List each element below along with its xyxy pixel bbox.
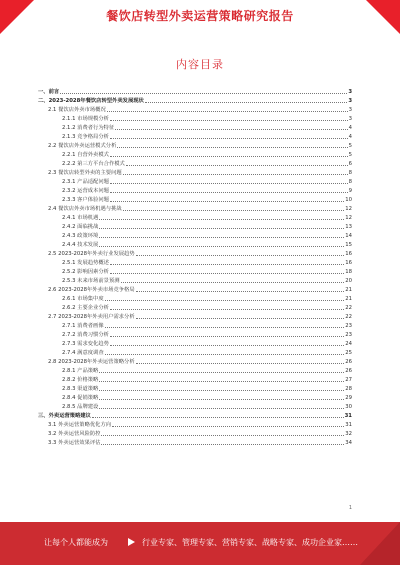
toc-leader-dots <box>99 228 344 229</box>
toc-entry[interactable] <box>38 374 352 383</box>
toc-entry-title: 2.4 餐饮店外卖市场机遇与挑战 <box>48 206 122 212</box>
report-title: 餐饮店转型外卖运营策略研究报告 <box>106 9 294 23</box>
toc-entry-page: 34 <box>345 440 352 446</box>
toc-leader-dots <box>99 408 344 409</box>
arrow-right-icon <box>128 538 135 546</box>
toc-leader-dots <box>101 444 344 445</box>
toc-entry[interactable] <box>38 428 352 437</box>
toc-entry[interactable] <box>38 149 352 158</box>
toc-entry-title: 3.1 外卖运营策略优化方向 <box>48 422 112 428</box>
toc-entry-page: 3 <box>348 98 352 104</box>
toc-entry-page: 8 <box>348 170 352 176</box>
toc-entry[interactable] <box>38 347 352 356</box>
toc-entry-title: 2.8.2 价格策略 <box>62 377 99 383</box>
toc-leader-dots <box>136 318 345 319</box>
toc-entry[interactable] <box>38 338 352 347</box>
toc-entry-title: 2.1 餐饮店外卖市场概况 <box>48 107 106 113</box>
toc-entry-title: 2.5.1 发展趋势概述 <box>62 260 109 266</box>
toc-leader-dots <box>105 300 345 301</box>
toc-entry-page: 21 <box>345 287 352 293</box>
toc-leader-dots <box>110 156 348 157</box>
toc-leader-dots <box>110 201 344 202</box>
toc-entry[interactable] <box>38 365 352 374</box>
toc-leader-dots <box>126 165 348 166</box>
toc-leader-dots <box>99 381 344 382</box>
toc-entry-title: 2.3 餐饮店转型外卖的主要问题 <box>48 170 122 176</box>
toc-entry[interactable] <box>38 185 352 194</box>
toc-entry[interactable] <box>38 239 352 248</box>
toc-entry-title: 2.4.2 面临挑战 <box>62 224 99 230</box>
toc-entry[interactable] <box>38 230 352 239</box>
toc-leader-dots <box>110 309 344 310</box>
toc-leader-dots <box>107 111 348 112</box>
toc-entry[interactable] <box>38 212 352 221</box>
toc-entry-title: 2.4.4 技术发展 <box>62 242 99 248</box>
toc-entry-page: 32 <box>345 431 352 437</box>
toc-entry[interactable] <box>38 329 352 338</box>
toc-entry[interactable] <box>38 158 352 167</box>
toc-entry-page: 5 <box>348 152 352 158</box>
toc-entry[interactable] <box>38 383 352 392</box>
toc-entry-page: 18 <box>345 269 352 275</box>
toc-leader-dots <box>123 174 348 175</box>
toc-entry[interactable] <box>38 131 352 140</box>
toc-entry[interactable] <box>38 275 352 284</box>
toc-entry-page: 25 <box>345 350 352 356</box>
toc-entry-title: 2.7 2023-2028年外卖用户需求分析 <box>48 314 135 320</box>
toc-entry-page: 21 <box>345 296 352 302</box>
toc-entry-title: 2.2.2 第三方平台合作模式 <box>62 161 125 167</box>
toc-entry-page: 23 <box>345 323 352 329</box>
toc-entry-page: 28 <box>345 386 352 392</box>
toc-entry-page: 3 <box>348 116 352 122</box>
toc-entry[interactable] <box>38 104 352 113</box>
toc-leader-dots <box>99 237 344 238</box>
footer-corner-decoration <box>360 522 400 565</box>
toc-leader-dots <box>112 426 344 427</box>
toc-leader-dots <box>99 219 344 220</box>
toc-entry-title: 2.6 2023-2028年外卖市场竞争格局 <box>48 287 135 293</box>
toc-entry-page: 4 <box>348 125 352 131</box>
toc-entry-title: 2.4.1 市场机遇 <box>62 215 99 221</box>
toc-leader-dots <box>101 435 344 436</box>
toc-entry[interactable] <box>38 293 352 302</box>
toc-entry-page: 3 <box>348 89 352 95</box>
toc-entry[interactable] <box>38 410 352 419</box>
toc-leader-dots <box>136 363 345 364</box>
page-number: 1 <box>348 505 352 511</box>
toc-entry-title: 2.3.1 产品适配问题 <box>62 179 109 185</box>
toc-entry-title: 2.8.3 渠道策略 <box>62 386 99 392</box>
toc-leader-dots <box>99 390 344 391</box>
toc-entry[interactable] <box>38 140 352 149</box>
toc-entry-page: 29 <box>345 395 352 401</box>
toc-entry-title: 2.6.2 主要企业分析 <box>62 305 109 311</box>
toc-entry-page: 31 <box>345 422 352 428</box>
toc-entry-page: 13 <box>345 224 352 230</box>
toc-leader-dots <box>110 183 348 184</box>
toc-entry[interactable] <box>38 392 352 401</box>
toc-leader-dots <box>110 120 348 121</box>
toc-entry-title: 二、2023-2028年餐饮店转型外卖发展现状 <box>38 98 144 104</box>
toc-entry-title: 三、外卖运营策略建议 <box>38 413 91 419</box>
toc-entry[interactable] <box>38 302 352 311</box>
toc-entry-title: 2.5.2 影响因素分析 <box>62 269 109 275</box>
toc-leader-dots <box>110 336 344 337</box>
toc-leader-dots <box>121 282 345 283</box>
toc-leader-dots <box>92 417 344 418</box>
toc-entry-page: 9 <box>348 188 352 194</box>
toc-entry-page: 6 <box>348 161 352 167</box>
toc-leader-dots <box>105 354 345 355</box>
toc-leader-dots <box>123 210 345 211</box>
toc-entry-page: 16 <box>345 251 352 257</box>
toc-entry-page: 12 <box>345 215 352 221</box>
toc-entry[interactable] <box>38 401 352 410</box>
toc-entry-page: 31 <box>344 413 352 419</box>
toc-entry-title: 2.7.1 消费者画像 <box>62 323 104 329</box>
toc-leader-dots <box>60 93 347 94</box>
toc-entry-page: 8 <box>348 179 352 185</box>
toc-entry-title: 2.3.3 客户体验问题 <box>62 197 109 203</box>
toc-entry-page: 26 <box>345 359 352 365</box>
toc-leader-dots <box>136 291 345 292</box>
toc-entry-title: 2.7.4 满意度调查 <box>62 350 104 356</box>
toc-leader-dots <box>110 192 348 193</box>
toc-entry[interactable] <box>38 221 352 230</box>
toc-entry-title: 3.2 外卖运营风险防控 <box>48 431 101 437</box>
toc-heading: 内容目录 <box>176 58 224 71</box>
toc-entry-page: 30 <box>345 404 352 410</box>
toc-entry[interactable] <box>38 203 352 212</box>
toc-entry-page: 12 <box>345 206 352 212</box>
toc-entry-title: 2.3.2 运营成本问题 <box>62 188 109 194</box>
toc-leader-dots <box>110 264 344 265</box>
toc-entry[interactable] <box>38 86 352 95</box>
toc-entry[interactable] <box>38 194 352 203</box>
toc-entry-title: 2.8.4 促销策略 <box>62 395 99 401</box>
toc-entry-page: 20 <box>345 278 352 284</box>
toc-entry-page: 26 <box>345 368 352 374</box>
toc-entry[interactable] <box>38 176 352 185</box>
toc-entry-title: 2.7.3 需求变化趋势 <box>62 341 109 347</box>
toc-entry-page: 5 <box>348 143 352 149</box>
toc-entry-page: 22 <box>345 305 352 311</box>
toc-leader-dots <box>110 138 348 139</box>
toc-leader-dots <box>110 345 344 346</box>
toc-entry[interactable] <box>38 437 352 446</box>
toc-entry[interactable] <box>38 248 352 257</box>
toc-entry-title: 2.5 2023-2028年外卖行业发展趋势 <box>48 251 135 257</box>
toc-entry[interactable] <box>38 320 352 329</box>
toc-entry-title: 2.4.3 政策环境 <box>62 233 99 239</box>
toc-entry-title: 2.1.3 竞争格局分析 <box>62 134 109 140</box>
toc-entry-title: 2.5.3 未来市场前景预测 <box>62 278 120 284</box>
toc-leader-dots <box>99 372 344 373</box>
toc-entry[interactable] <box>38 419 352 428</box>
toc-leader-dots <box>99 399 344 400</box>
page-footer <box>0 522 400 565</box>
toc-leader-dots <box>145 102 347 103</box>
toc-entry-page: 23 <box>345 332 352 338</box>
toc-entry-title: 3.3 外卖运营效果评估 <box>48 440 101 446</box>
toc-leader-dots <box>110 273 344 274</box>
toc-entry[interactable] <box>38 356 352 365</box>
toc-entry[interactable] <box>38 113 352 122</box>
toc-entry-page: 4 <box>348 134 352 140</box>
toc-entry[interactable] <box>38 311 352 320</box>
toc-leader-dots <box>99 246 344 247</box>
toc-entry[interactable] <box>38 122 352 131</box>
toc-leader-dots <box>115 129 347 130</box>
toc-entry[interactable] <box>38 284 352 293</box>
toc-entry-title: 2.6.1 市场集中度 <box>62 296 104 302</box>
toc-leader-dots <box>105 327 345 328</box>
page-header <box>0 0 400 34</box>
table-of-contents <box>38 86 352 446</box>
toc-entry[interactable] <box>38 167 352 176</box>
toc-entry-page: 15 <box>345 242 352 248</box>
toc-entry-page: 22 <box>345 314 352 320</box>
toc-entry-title: 2.7.2 消费习惯分析 <box>62 332 109 338</box>
toc-entry-title: 2.8.1 产品策略 <box>62 368 99 374</box>
toc-entry-title: 2.2 餐饮店外卖运营模式分析 <box>48 143 117 149</box>
toc-entry-page: 24 <box>345 341 352 347</box>
toc-entry[interactable] <box>38 257 352 266</box>
toc-entry[interactable] <box>38 266 352 275</box>
toc-entry-title: 2.2.1 自营外卖模式 <box>62 152 109 158</box>
toc-leader-dots <box>136 255 345 256</box>
toc-entry-page: 10 <box>345 197 352 203</box>
toc-entry-page: 27 <box>345 377 352 383</box>
footer-slogan-right: 行业专家、管理专家、营销专家、战略专家、成功企业家…… <box>142 538 358 547</box>
toc-entry-title: 2.8.5 品牌建设 <box>62 404 99 410</box>
toc-entry-page: 14 <box>345 233 352 239</box>
toc-entry-title: 2.1.1 市场规模分析 <box>62 116 109 122</box>
toc-leader-dots <box>117 147 347 148</box>
toc-entry-page: 16 <box>345 260 352 266</box>
toc-entry-title: 2.8 2023-2028年外卖运营策略分析 <box>48 359 135 365</box>
toc-entry-title: 2.1.2 消费者行为特征 <box>62 125 115 131</box>
toc-entry[interactable] <box>38 95 352 104</box>
toc-entry-page: 3 <box>348 107 352 113</box>
toc-entry-title: 一、前言 <box>38 89 60 95</box>
footer-slogan-left: 让每个人都能成为 <box>44 538 108 547</box>
